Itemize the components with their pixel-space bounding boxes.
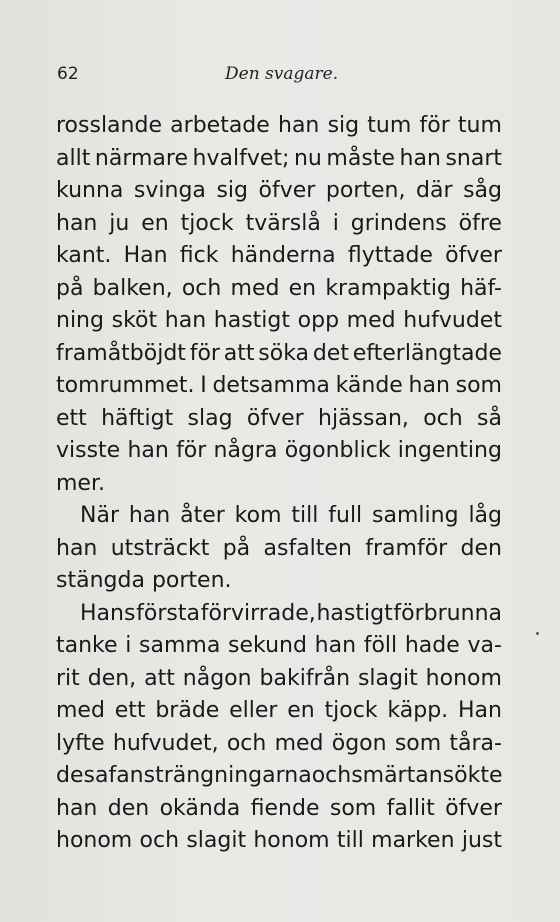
word: hastigt: [316, 600, 393, 626]
word: förbrunna: [393, 600, 502, 626]
word: tjock: [324, 698, 378, 723]
word: hufvudet: [403, 308, 502, 333]
word: mer.: [56, 470, 105, 496]
word: med: [56, 698, 105, 723]
word: slag: [187, 405, 233, 431]
word: svinga: [133, 178, 206, 203]
word: kände: [335, 373, 403, 398]
word: samma: [139, 633, 221, 658]
body-text: [56, 110, 502, 858]
word: ning: [56, 308, 104, 333]
word: den,: [87, 665, 137, 691]
word: slagit: [357, 665, 418, 691]
word: sekund: [228, 633, 307, 658]
word: smärtan: [351, 763, 443, 788]
word: låg: [468, 503, 502, 528]
word: och: [139, 828, 180, 853]
page-number: 62: [57, 64, 79, 84]
text-line: [56, 695, 502, 728]
text-line: [56, 598, 502, 631]
word: till: [291, 503, 319, 528]
word: med: [346, 308, 396, 333]
text-line: [56, 435, 502, 468]
word: grindens: [350, 210, 447, 236]
word: några: [213, 438, 278, 463]
word: han: [127, 438, 169, 463]
word: fick: [179, 243, 219, 268]
text-line: [56, 468, 502, 501]
text-line: [56, 728, 502, 761]
word: öfre: [458, 210, 502, 236]
word: med: [274, 730, 324, 756]
word: söka: [258, 340, 310, 366]
word: okända: [159, 795, 241, 821]
word: på: [222, 535, 251, 561]
word: där: [416, 178, 453, 203]
text-line: [56, 370, 502, 403]
word: som: [455, 373, 502, 398]
word: I: [200, 373, 207, 398]
word: kom: [234, 503, 282, 528]
word: bräde: [155, 698, 220, 723]
word: den: [460, 535, 502, 561]
word: för: [419, 113, 450, 138]
word: att: [144, 665, 175, 691]
word: för: [176, 438, 207, 463]
margin-mark: [536, 632, 539, 635]
word: tum: [367, 113, 412, 138]
word: käpp.: [387, 698, 449, 723]
word: tanke: [56, 633, 118, 658]
word: en: [141, 210, 169, 236]
word: den: [107, 795, 150, 821]
word: tomrummet.: [56, 373, 195, 398]
word: som: [394, 730, 442, 756]
word: visste: [56, 438, 121, 463]
word: ingenting: [397, 438, 502, 463]
word: föll: [363, 633, 398, 658]
word: första: [136, 600, 200, 626]
word: sig: [327, 113, 360, 138]
word: just: [461, 828, 502, 853]
word: förvirrade,: [200, 600, 316, 626]
word: kunna: [56, 178, 124, 203]
word: ju: [109, 210, 130, 236]
word: stängda: [56, 568, 145, 593]
word: han: [399, 145, 441, 171]
word: honom: [253, 828, 330, 853]
word: full: [328, 503, 363, 528]
word: hade: [404, 633, 460, 658]
word: detsamma: [212, 373, 330, 398]
word: han: [56, 795, 98, 821]
word: nu: [293, 145, 322, 171]
word: framför: [365, 535, 448, 561]
word: han: [314, 633, 357, 658]
word: slagit: [186, 828, 247, 853]
word: asfalten: [263, 535, 352, 561]
text-line: [56, 338, 502, 371]
word: opp: [297, 308, 340, 333]
word: han: [278, 113, 320, 138]
word: öfver: [258, 178, 316, 203]
word: sköt: [111, 308, 158, 333]
word: fallit: [386, 795, 435, 821]
word: öfver: [445, 795, 502, 821]
word: allt: [56, 145, 91, 171]
word: häftigt: [101, 405, 174, 431]
word: för: [189, 340, 220, 366]
word: porten,: [325, 178, 406, 203]
text-line: [56, 793, 502, 826]
word: utsträckt: [110, 535, 210, 561]
text-line: [56, 500, 502, 533]
text-line: [56, 825, 502, 858]
word: efterlängtade: [352, 340, 502, 366]
word: åter: [180, 503, 225, 528]
word: såg: [463, 178, 502, 203]
text-line: [56, 240, 502, 273]
text-line: [56, 630, 502, 663]
word: tum: [457, 113, 502, 138]
word: honom: [425, 665, 502, 691]
word: närmare: [94, 145, 188, 171]
word: tvärslå: [245, 210, 321, 236]
word: ögonblick: [284, 438, 391, 463]
text-line: [56, 208, 502, 241]
word: i: [125, 633, 132, 658]
word: sökte: [442, 763, 503, 788]
word: krampaktig: [325, 275, 451, 301]
word: rit: [56, 665, 80, 691]
text-line: [56, 663, 502, 696]
text-line: [56, 565, 502, 598]
word: bakifrån: [259, 665, 351, 691]
word: och: [311, 763, 352, 788]
word: va-: [467, 633, 502, 658]
word: af: [94, 763, 117, 788]
word: tåra-: [449, 730, 502, 756]
word: öfver: [246, 405, 304, 431]
word: lyfte: [56, 730, 105, 756]
word: des: [56, 763, 95, 788]
word: som: [329, 795, 377, 821]
word: med: [230, 275, 280, 301]
word: en: [288, 275, 317, 301]
word: han: [408, 373, 450, 398]
word: ögon: [331, 730, 387, 756]
word: ett: [56, 405, 87, 431]
word: det: [312, 340, 349, 366]
word: öfver: [445, 243, 502, 268]
word: Hans: [80, 600, 136, 626]
word: någon: [182, 665, 252, 691]
text-line: [56, 175, 502, 208]
word: händerna: [230, 243, 336, 268]
word: snart: [445, 145, 502, 171]
word: måste: [326, 145, 395, 171]
word: ansträngningarna: [116, 763, 312, 788]
word: hjässan,: [318, 405, 409, 431]
word: rosslande: [56, 113, 162, 138]
word: att: [223, 340, 255, 366]
word: honom: [56, 828, 133, 853]
word: eller: [229, 698, 278, 723]
text-line: [56, 760, 502, 793]
word: framåtböjdt: [56, 340, 186, 366]
word: kant.: [56, 243, 112, 268]
word: och: [423, 405, 463, 431]
word: häf-: [460, 275, 502, 301]
word: han: [56, 210, 98, 236]
running-title: Den svagare.: [225, 64, 339, 84]
word: ett: [114, 698, 146, 723]
word: han: [56, 535, 98, 561]
word: tjock: [180, 210, 234, 236]
word: balken,: [92, 275, 173, 301]
word: samling: [372, 503, 459, 528]
word: När: [80, 503, 119, 528]
text-line: [56, 143, 502, 176]
word: Han: [457, 698, 502, 723]
word: och: [181, 275, 222, 301]
text-line: [56, 110, 502, 143]
word: och: [226, 730, 267, 756]
word: han: [164, 308, 207, 333]
word: hastigt: [213, 308, 290, 333]
word: fiende: [250, 795, 320, 821]
word: en: [287, 698, 315, 723]
word: hvalfvet;: [192, 145, 290, 171]
running-head: [57, 64, 502, 88]
word: Han: [123, 243, 168, 268]
text-line: [56, 305, 502, 338]
text-line: [56, 403, 502, 436]
word: så: [477, 405, 502, 431]
word: till: [336, 828, 364, 853]
word: arbetade: [170, 113, 270, 138]
word: hufvudet,: [112, 730, 219, 756]
word: på: [56, 275, 84, 301]
word: sig: [216, 178, 248, 203]
word: marken: [371, 828, 455, 853]
word: porten.: [151, 568, 232, 593]
word: flyttade: [347, 243, 433, 268]
text-line: [56, 533, 502, 566]
word: i: [332, 210, 339, 236]
text-line: [56, 273, 502, 306]
word: han: [128, 503, 171, 528]
